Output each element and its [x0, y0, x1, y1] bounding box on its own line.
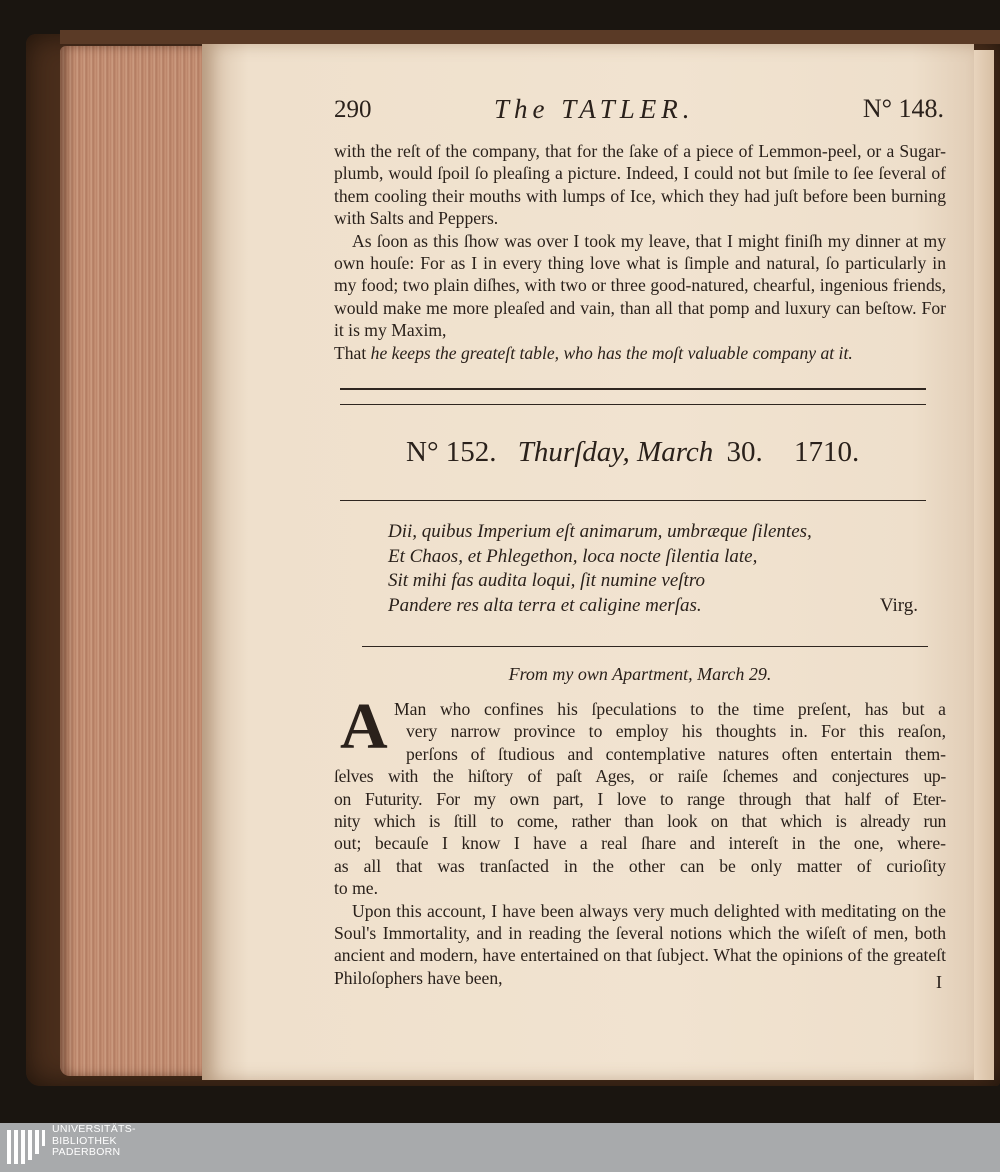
essay-line: on Futurity. For my own part, I love to range through that half of Eter-	[334, 788, 946, 809]
drop-cap: A	[340, 690, 388, 763]
motto-line: Sit mihi fas audita loqui, ſit numine veſtro	[388, 570, 706, 591]
header-issue-number: N° 148.	[862, 94, 944, 123]
essay-line: to me.	[334, 878, 378, 899]
latin-motto	[388, 520, 918, 618]
running-header	[334, 92, 944, 128]
library-footer-bar	[0, 1123, 1000, 1172]
library-name-line: BIBLIOTHEK	[52, 1134, 117, 1147]
library-name	[52, 1124, 136, 1159]
right-page-edge	[974, 50, 994, 1080]
motto-source: Virg.	[879, 594, 918, 616]
library-name-line: PADERBORN	[52, 1146, 121, 1158]
library-logo-icon	[6, 1126, 46, 1170]
maxim-italic: he keeps the greateſt table, who has the moſt valuable company at it.	[370, 342, 853, 363]
continued-text	[334, 140, 946, 364]
issue-number: N° 152.	[406, 436, 497, 468]
maxim-lead: That	[334, 342, 371, 363]
maxim-line	[334, 342, 946, 364]
essay-line: Man who confines his ſpeculations to the time preſent, has but a	[394, 699, 946, 719]
section-rule	[340, 388, 926, 390]
heading-rule	[340, 500, 926, 501]
running-title: The TATLER.	[494, 94, 695, 124]
essay-line: perſons of ſtudious and contemplative natures often entertain them-	[406, 743, 946, 764]
page-number: 290	[334, 96, 372, 123]
section-rule-thin	[340, 404, 926, 405]
motto-line: Pandere res alta terra et caligine merſas.	[388, 594, 702, 616]
motto-rule	[362, 646, 928, 647]
issue-heading	[406, 436, 906, 469]
essay-line: ſelves with the hiſtory of paſt Ages, or raiſe ſchemes and conjectures up-	[334, 766, 946, 787]
catchword: I	[936, 972, 942, 992]
essay-line: nity which is ſtill to come, rather than look on that which is already run	[334, 811, 946, 832]
issue-year: 1710.	[794, 436, 860, 468]
paragraph: As ſoon as this ſhow was over I took my leave, that I might finiſh my dinner at my own houſe: For as I in every thing love what is ſimple and natural, ſo particularly in my food; two plain diſhes, with two or three good-natured, chearful, ingenious friends, would make me more pleaſed and vain, than all that pomp and luxury can beſtow. For it is my Maxim,	[334, 230, 946, 341]
essay-text	[334, 698, 946, 989]
issue-day: Thurſday, March	[517, 436, 714, 468]
essay-line: out; becauſe I know I have a real ſhare and intereſt in the one, where-	[334, 833, 946, 854]
paragraph: with the reſt of the company, that for the ſake of a piece of Lemmon-peel, or a Sugar-plumb, would ſpoil ſo pleaſing a picture. Indeed, I could not but ſmile to ſee ſeveral of them cooling their mouths with lumps of Ice, which they had juſt before been burning with Salts and Peppers.	[334, 141, 946, 229]
essay-line: very narrow province to employ his thoughts in. For this reaſon,	[406, 721, 946, 742]
motto-line: Et Chaos, et Phlegethon, loca nocte ſilentia late,	[388, 545, 758, 567]
library-name-line: UNIVERSITÄTS-	[52, 1123, 136, 1135]
page-block-edge	[60, 46, 210, 1076]
motto-line: Dii, quibus Imperium eſt animarum, umbræque ſilentes,	[388, 521, 812, 542]
essay-line: as all that was tranſacted in the other can be only matter of curioſity	[334, 855, 946, 876]
book-cover-top	[60, 30, 1000, 44]
issue-date: 30.	[726, 436, 763, 468]
dateline: From my own Apartment, March 29.	[508, 664, 772, 684]
paragraph: Upon this account, I have been always very much delighted with meditating on the Soul's Immortality, and in reading the ſeveral notions which the wiſeſt of men, both ancient and modern, have entertained on that ſubject. What the opinions of the greateſt Philoſophers have been,	[334, 900, 946, 988]
